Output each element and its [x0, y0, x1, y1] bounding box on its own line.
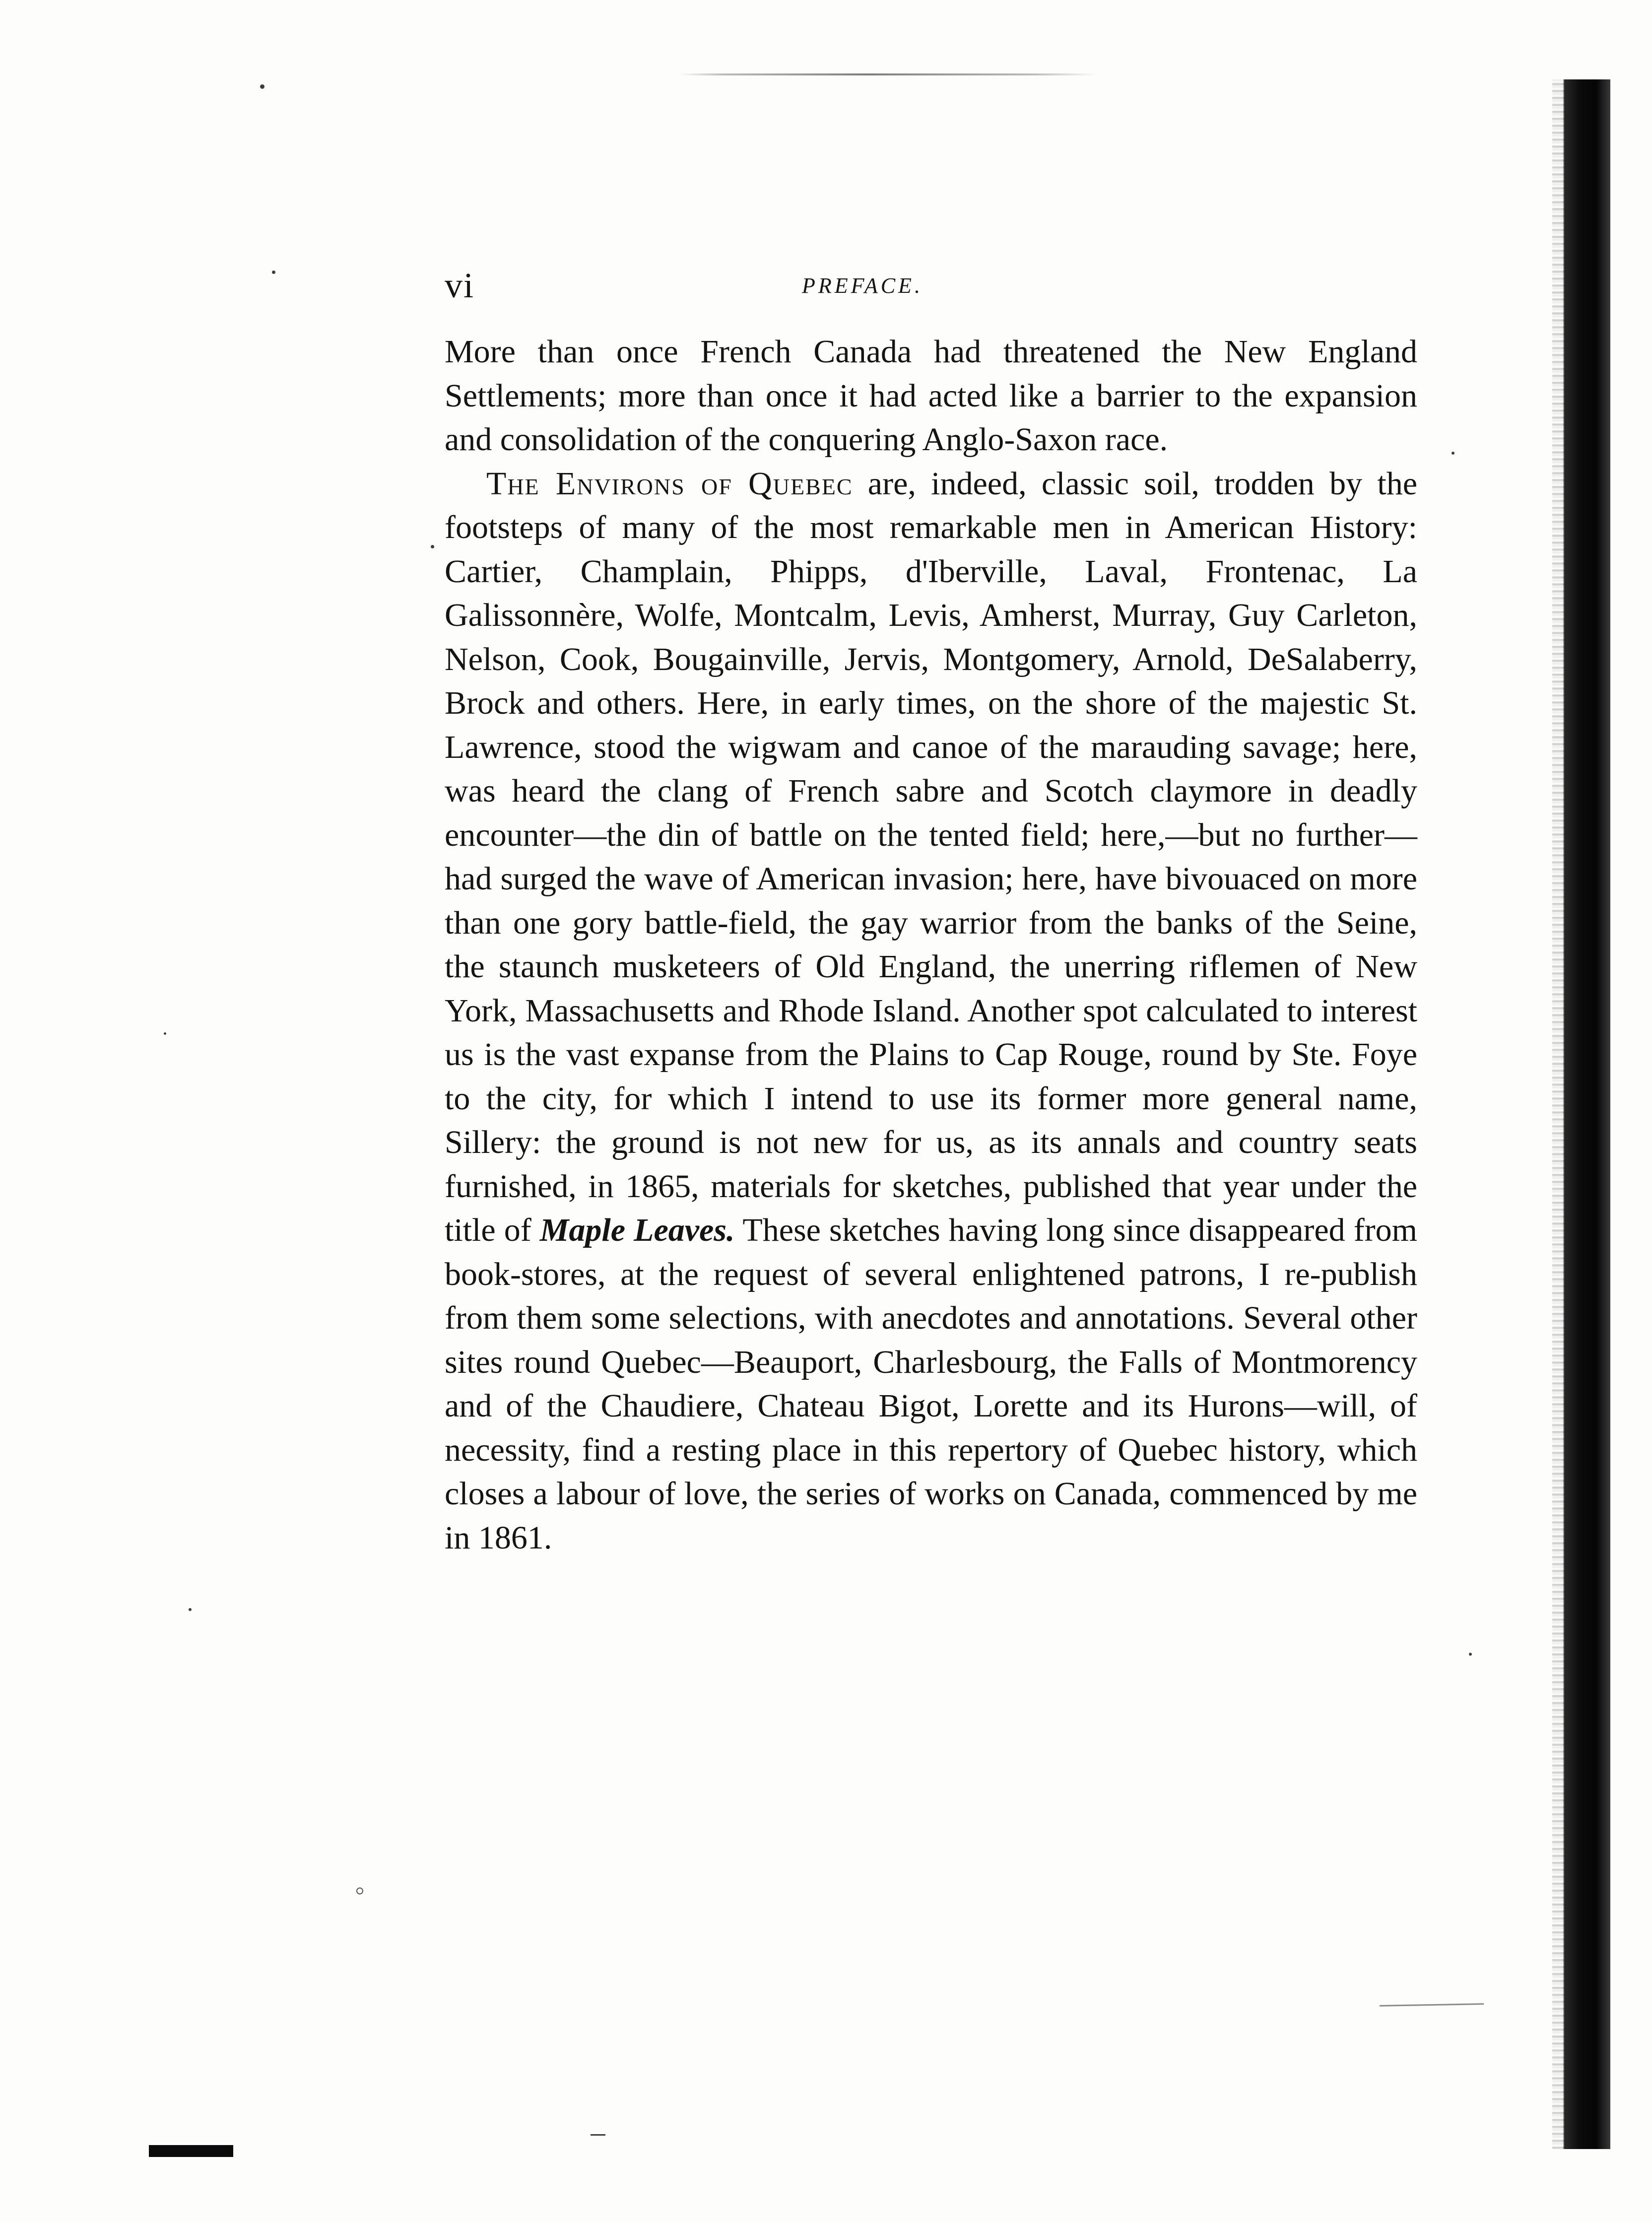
- scan-speck: [272, 270, 275, 274]
- scan-speck: [189, 1608, 192, 1611]
- scan-speck: [260, 84, 264, 89]
- book-title: Maple Leaves.: [539, 1212, 735, 1248]
- page-header: [445, 258, 1417, 313]
- binding-edge-shadow: [1563, 79, 1610, 2149]
- top-scan-rule: [680, 73, 1097, 75]
- paragraph-2-text-b: These sketches having long since disappeared from book-stores, at the request of several enlightened patrons, I re-publish from them some selections, with anecdotes and annotations. Several other sites round Quebec—Beauport, Charlesbourg, the Falls of Montmorency and of the Chaudiere, Chateau Bigot, Lorette and its Hurons—will, of necessity, find a resting place in this repertory of Quebec history, which closes a labour of love, the series of works on Canada, commenced by me in 1861.: [445, 1212, 1417, 1556]
- paragraph-2: [445, 462, 1417, 1560]
- scan-artifact-bar: [149, 2145, 233, 2157]
- running-head: PREFACE.: [802, 273, 923, 298]
- scan-speck: [591, 2134, 605, 2136]
- scan-speck: [356, 1887, 363, 1894]
- scan-speck: [164, 1032, 166, 1035]
- scan-speck: [1469, 1653, 1472, 1656]
- scan-artifact-rule: [1380, 2003, 1484, 2007]
- paragraph-2-text-a: are, indeed, classic soil, trodden by the footsteps of many of the most remarkable men in American History: Cartier, Champlain, Phipps, d'Iberville, Laval, Frontenac, La Galissonnère, Wolfe, Montcalm, Levis, Amherst, Murray, Guy Carleton, Nelson, Cook, Bougainville, Jervis, Montgomery, Arnold, DeSalaberry, Brock and others. Here, in early times, on the shore of the majestic St. Lawrence, stood the wigwam and canoe of the marauding savage; here, was heard the clang of French sabre and Scotch claymore in deadly encounter—the din of battle on the tented field; here,—but no further—had surged the wave of American invasion; here, have bivouaced on more than one gory battle-field, the gay warrior from the banks of the Seine, the staunch musketeers of Old England, the unerring riflemen of New York, Massachusetts and Rhode Island. Another spot calculated to interest us is the vast expanse from the Plains to Cap Rouge, round by Ste. Foye to the city, for which I intend to use its former more general name, Sillery: the ground is not new for us, as its annals and country seats furnished, in 1865, materials for sketches, published that year under the title of: [445, 465, 1417, 1248]
- preface-body: [445, 330, 1417, 1560]
- scan-speck: [431, 545, 434, 548]
- paragraph-1: More than once French Canada had threatened the New England Settlements; more than once it had acted like a barrier to the expansion and consolidation of the conquering Anglo-Saxon race.: [445, 334, 1417, 458]
- page-number: vi: [445, 266, 475, 305]
- paragraph-2-lead: The Environs of Quebec: [486, 465, 853, 502]
- scan-speck: [1452, 452, 1454, 455]
